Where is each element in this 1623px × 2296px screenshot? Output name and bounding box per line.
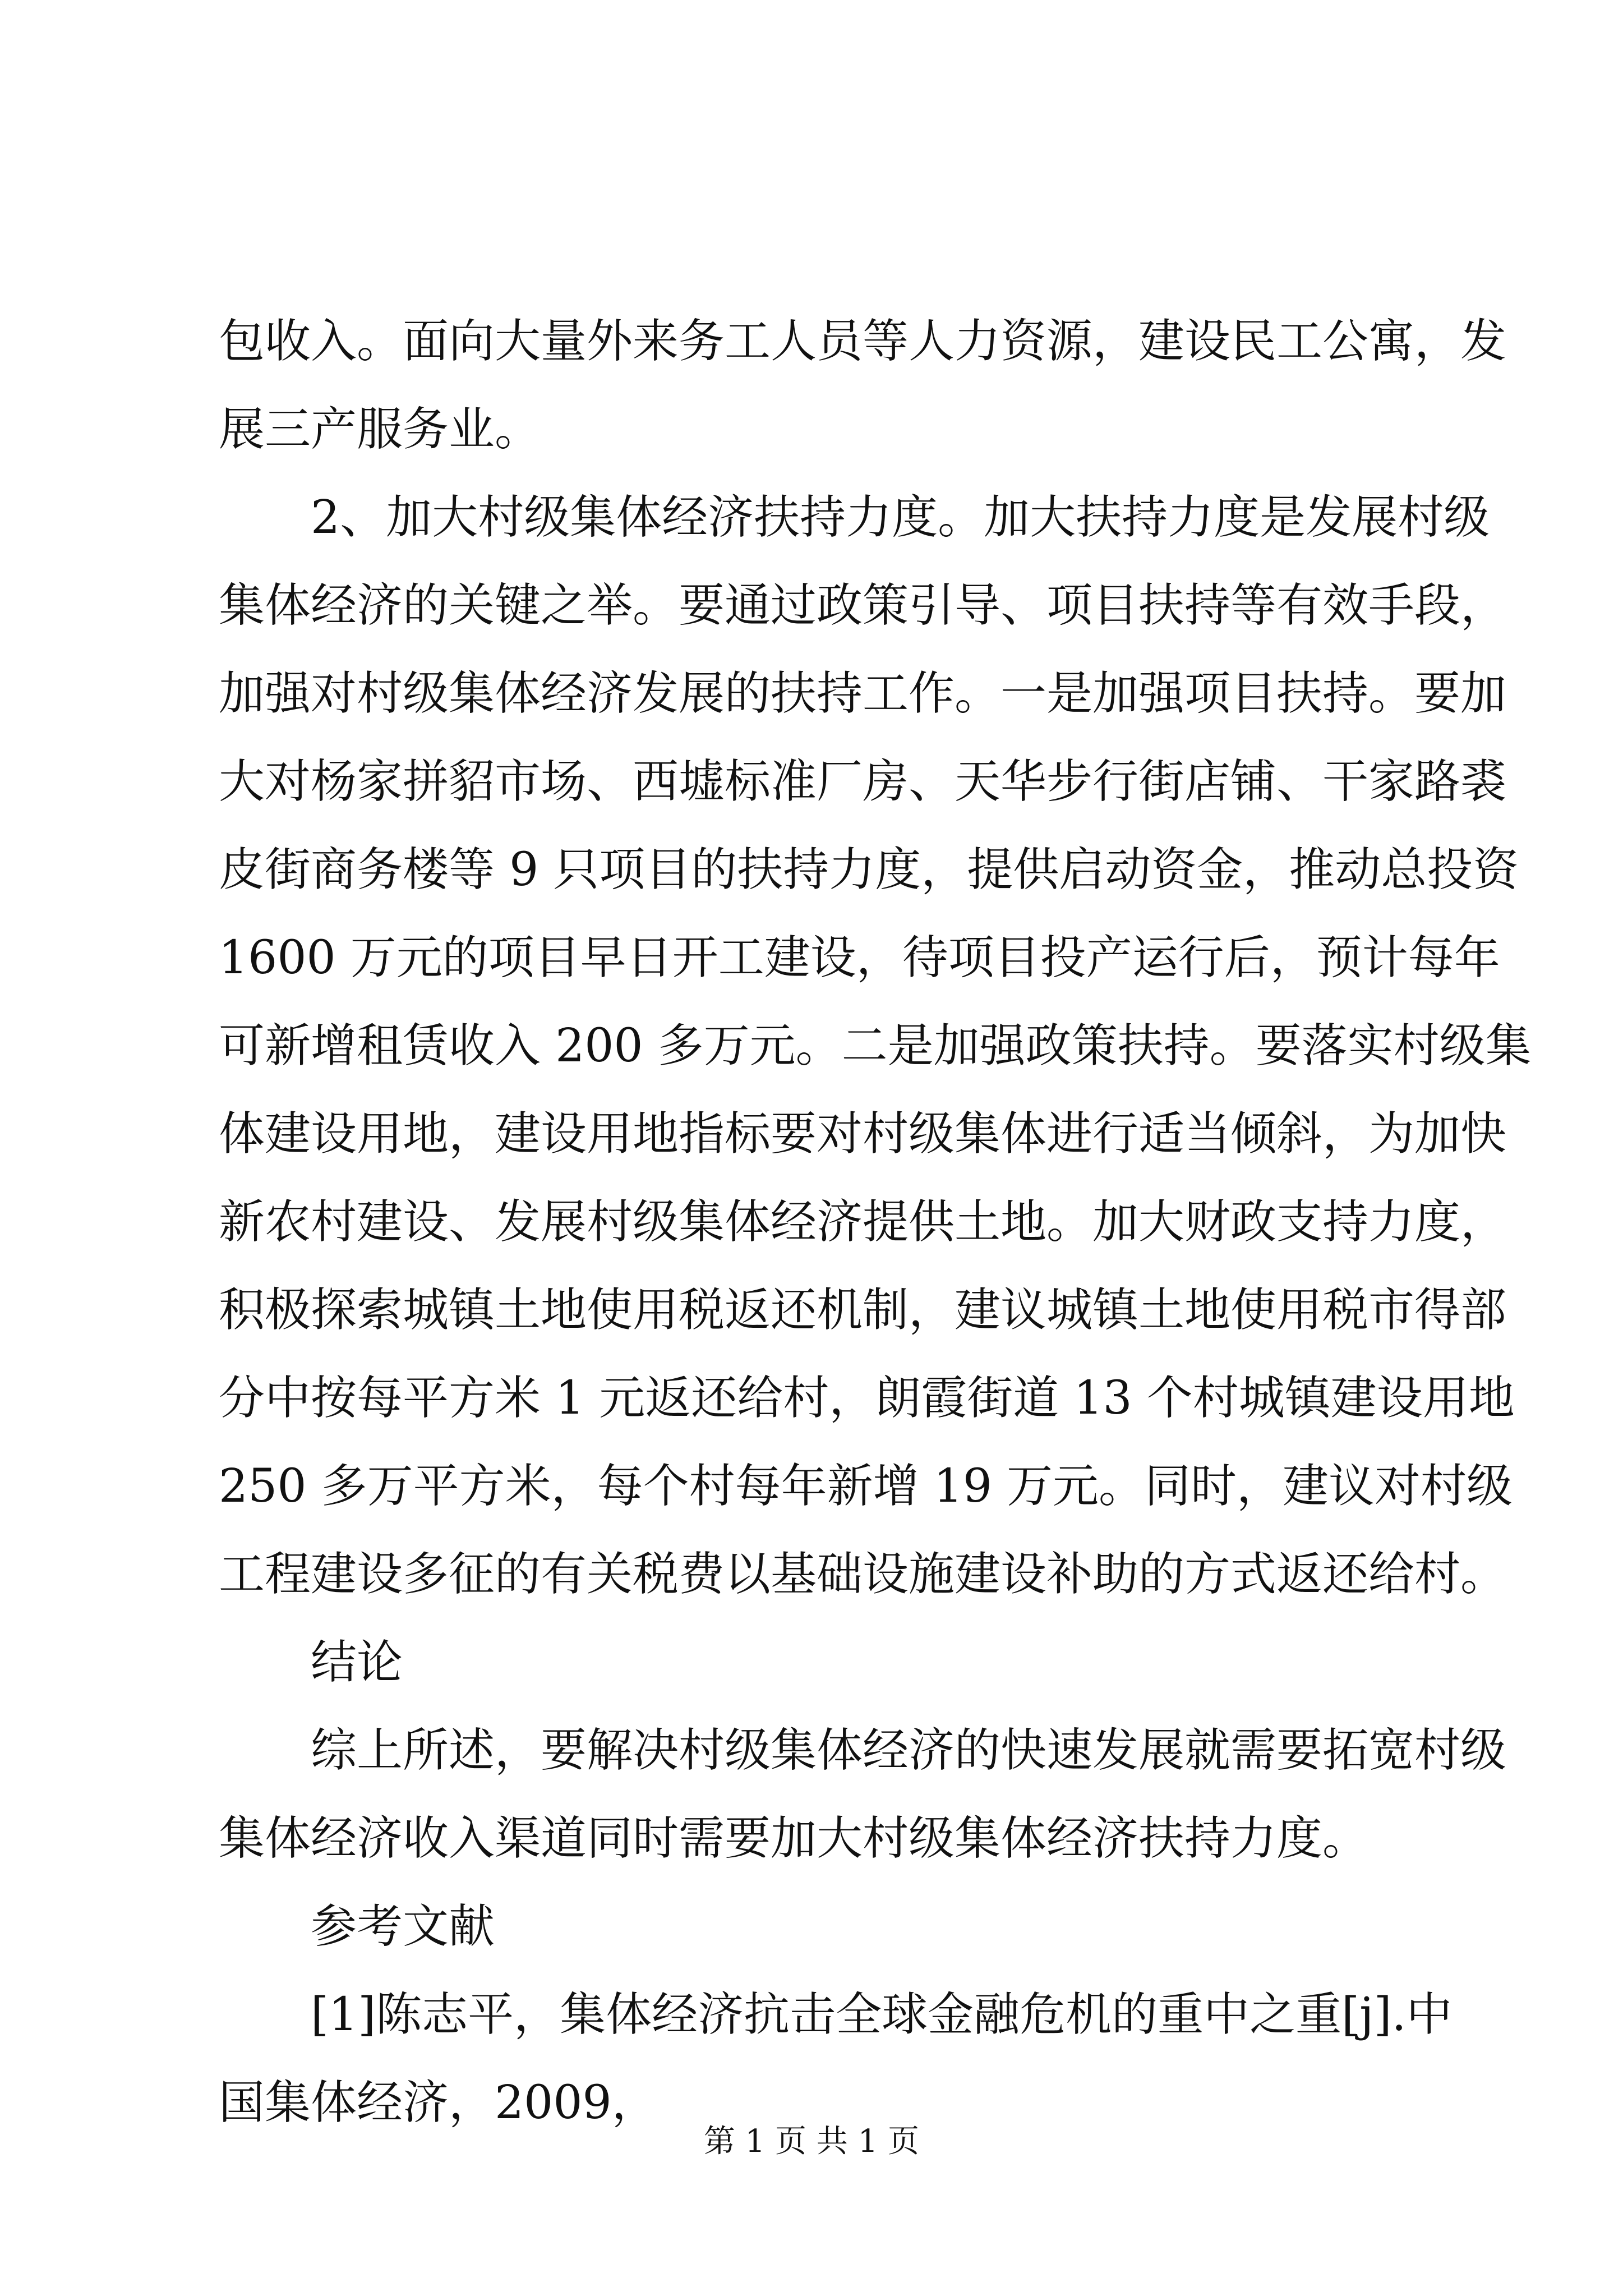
text-line: 加强对村级集体经济发展的扶持工作。一是加强项目扶持。要加 (219, 667, 1507, 720)
text-line: 工程建设多征的有关税费以基础设施建设补助的方式返还给村。 (219, 1548, 1507, 1601)
text-line: 展三产服务业。 (219, 403, 541, 456)
page-footer: 第 1 页 共 1 页 (703, 2123, 920, 2160)
text-line: 分中按每平方米 1 元返还给村，朗霞街道 13 个村城镇建设用地 (219, 1372, 1515, 1425)
text-line: 250 多万平方米，每个村每年新增 19 万元。同时，建议对村级 (219, 1460, 1513, 1513)
text-line: 体建设用地，建设用地指标要对村级集体进行适当倾斜，为加快 (219, 1107, 1507, 1161)
text-line: 包收入。面向大量外来务工人员等人力资源，建设民工公寓，发 (219, 315, 1507, 368)
text-line: 集体经济的关键之举。要通过政策引导、项目扶持等有效手段， (219, 579, 1507, 632)
text-line: 大对杨家拼貂市场、西墟标准厂房、天华步行街店铺、干家路裘 (219, 755, 1507, 808)
text-line: 可新增租赁收入 200 多万元。二是加强政策扶持。要落实村级集 (219, 1019, 1532, 1073)
text-line: 1600 万元的项目早日开工建设，待项目投产运行后，预计每年 (219, 931, 1500, 984)
text-line: 2、加大村级集体经济扶持力度。加大扶持力度是发展村级 (219, 491, 1490, 544)
reference-line: [1]陈志平，集体经济抗击全球金融危机的重中之重[j].中 (219, 1988, 1453, 2041)
text-line: 集体经济收入渠道同时需要加大村级集体经济扶持力度。 (219, 1812, 1369, 1865)
section-heading-conclusion: 结论 (219, 1636, 403, 1689)
document-body (219, 297, 1532, 2147)
text-line: 新农村建设、发展村级集体经济提供土地。加大财政支持力度， (219, 1195, 1507, 1249)
text-line: 综上所述，要解决村级集体经济的快速发展就需要拓宽村级 (219, 1724, 1507, 1777)
reference-line: 国集体经济，2009， (219, 2076, 658, 2129)
section-heading-references: 参考文献 (219, 1900, 495, 1953)
text-line: 积极探索城镇土地使用税返还机制，建议城镇土地使用税市得部 (219, 1283, 1507, 1337)
text-line: 皮街商务楼等 9 只项目的扶持力度，提供启动资金，推动总投资 (219, 843, 1519, 896)
